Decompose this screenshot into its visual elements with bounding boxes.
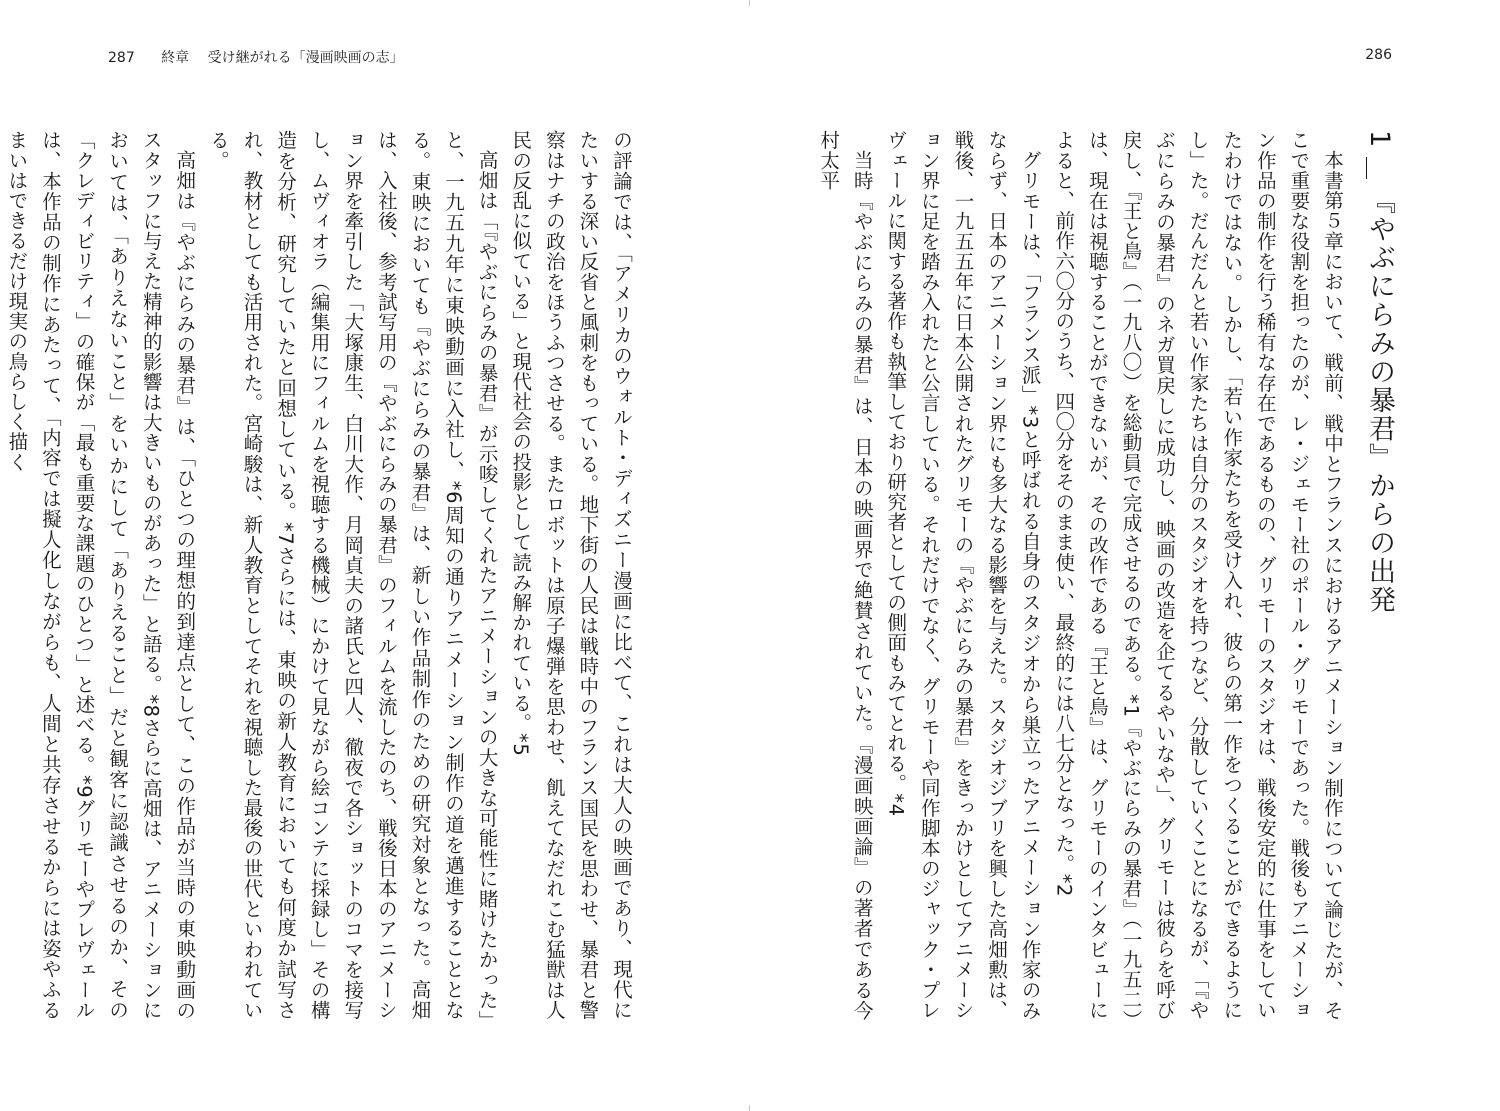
section-title: 『やぶにらみの暴君』からの出発 (1364, 186, 1395, 615)
paragraph: 本書第５章において、戦前、戦中とフランスにおけるアニメーション制作について論じたが、そこで重要な役割を担ったのが、レ・ジェモー社のポール・グリモーであった。戦後もアニメーション作品の制作を行う稀有な存在であるものの、グリモーのスタジオは、戦後安定的に仕事をしていたわけではない。しかし、「若い作家たちを受け入れ、彼らの第一作をつくることができるようにし」た。だんだんと若い作家たちは自分のスタジオを持つなど、分散していくことになるが、「『やぶにらみの暴君』のネガ買戻しに成功し、映画の改造を企てるやいなや」、グリモーは彼らを呼び戻し、『王と鳥』（一九八〇）を総動員で完成させるのである。*1『やぶにらみの暴君』（一九五二）は、現在は視聴することができないが、その改作である『王と鳥』は、グリモーのインタビューによると、前作六〇分のうち、四〇分をそのまま使い、最終的には八七分となった。*2 (1052, 130, 1344, 1020)
paragraph: 高畑は「『やぶにらみの暴君』が示唆してくれたアニメーションの大きな可能性に賭けたかった」と、一九五九年に東映動画に入社し、*6周知の通りアニメーション制作の道を邁進することとなる。東映においても『やぶにらみの暴君』は、新しい作品制作のための研究対象となった。高畑は、入社後、参考試写用の『やぶにらみの暴君』のフィルムを流したのち、戦後日本のアニメーション界を牽引した「大塚康生、白川大作、月岡貞夫の諸氏と四人、徹夜で各ショットのコマを接写し、ムヴィオラ（編集用にフィルムを視聴する機械）にかけて見ながら絵コンテに採録し」その構造を分析、研究していたと回想している。*7さらには、東映の新人教育においても何度か試写され、教材としても活用された。宮崎駿は、新人教育としてそれを視聴した最後の世代といわれている。 (206, 130, 499, 1020)
running-title: 受け継がれる「漫画映画の志」 (207, 50, 404, 66)
paragraph: 当時『やぶにらみの暴君』は、日本の映画界で絶賛されていた。『漫画映画論』の著者である今村太平 (817, 130, 874, 1020)
left-page-header (108, 47, 404, 67)
crop-mark-top-left (749, 0, 750, 6)
paragraph: の評論では、「アメリカのウォルト・ディズニー漫画に比べて、これは大人の映画であり、現代にたいする深い反省と風刺をもっている。地下街の人民は戦時中のフランス国民を思わせ、暴君と警察はナチの政治をほうふつさせる。またロボットは原子爆弾を思わせ、飢えてなだれこむ猛獣は人民の反乱に似ている」と現代社会の投影として読み解かれている。*5 (509, 130, 633, 1020)
paragraph: グリモーは、「フランス派」*3と呼ばれる自身のスタジオから巣立ったアニメーション作家のみならず、日本のアニメーション界にも多大なる影響を与えた。スタジオジブリを興した高畑勲は、戦後、一九五五年に日本公開されたグリモーの『やぶにらみの暴君』をきっかけとしてアニメーション界に足を踏み入れたと公言している。それだけでなく、グリモーや同作脚本のジャック・プレヴェールに関する著作も執筆しており研究者としての側面もみてとれる。*4 (884, 130, 1042, 1020)
left-page-number: 287 (108, 50, 135, 66)
right-page-body (817, 130, 1349, 1020)
section-number: 1 (1364, 130, 1395, 149)
crop-mark-bottom (749, 1105, 750, 1111)
left-page-body (5, 130, 638, 1020)
chapter-label: 終章 (161, 50, 190, 66)
right-page-number: 286 (1365, 47, 1392, 63)
paragraph: 高畑は『やぶにらみの暴君』は、「ひとつの理想的到達点として、この作品が当時の東映動画のスタッフに与えた精神的影響は大きいものがあった」と語る。*8さらに高畑は、アニメーションにおいては、「ありえないこと」をいかにして「ありえること」だと観客に認識させるのか、その「クレディビリティ」の確保が「最も重要な課題のひとつ」と述べる。*9グリモーやプレヴェールは、本作品の制作にあたって、「内容では擬人化しながらも、人間と共存させるからには姿やふるまいはできるだけ現実の鳥らしく描く (5, 130, 197, 1020)
section-heading (1364, 130, 1416, 615)
section-divider (1366, 157, 1416, 179)
